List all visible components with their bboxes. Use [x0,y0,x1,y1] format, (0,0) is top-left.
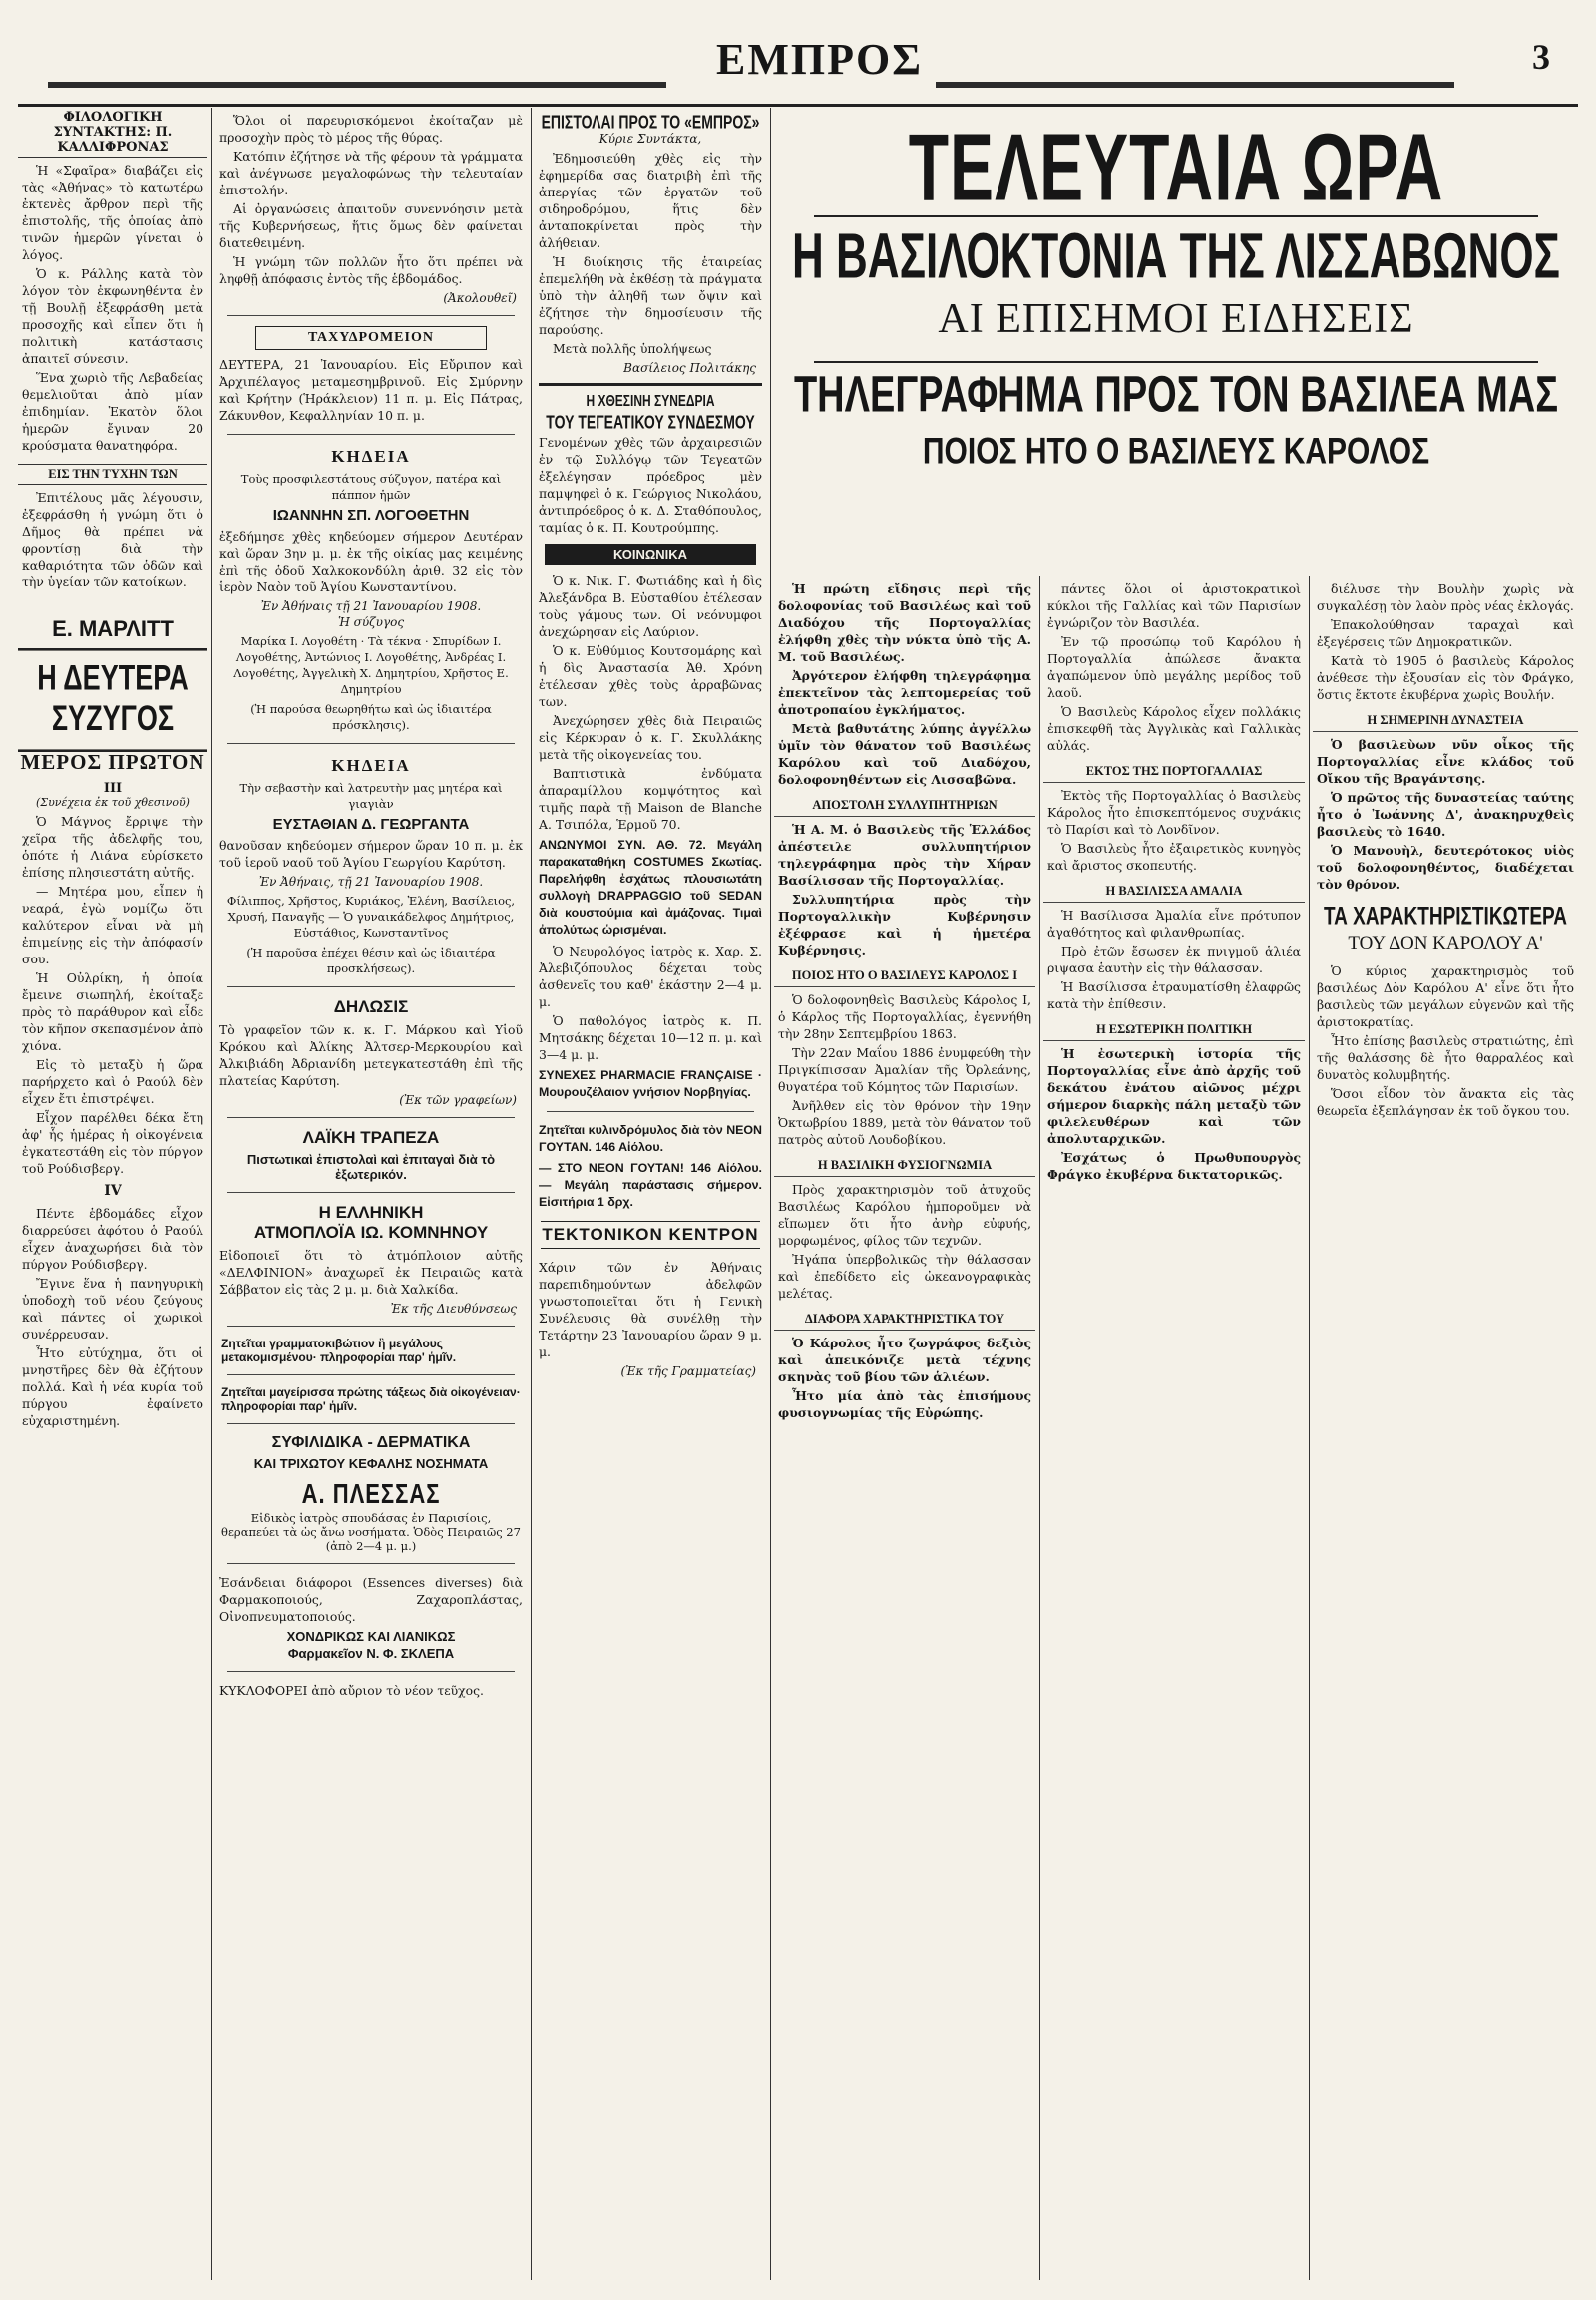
section-subheading: ΤΟΥ ΔΟΝ ΚΑΡΟΛΟΥ Α' [1348,933,1543,954]
paragraph: Κατόπιν ἐζήτησε νὰ τῆς φέρουν τὰ γράμματα καὶ ἀνέγνωσε μεγαλοφώνως τὴν τελευταίαν ἐπιστολήν. [219,149,523,197]
paragraph: Ἡ Βασίλισσα ἐτραυματίσθη ἐλαφρῶς κατὰ τὴν ἐπίθεσιν. [1047,979,1301,1011]
story-columns [774,576,1578,2280]
steamship-text: Εἰδοποιεῖ ὅτι τὸ ἀτμόπλοιον αὐτῆς «ΔΕΛΦΙΝΙΟΝ» ἀναχωρεῖ ἐκ Πειραιῶς κατὰ Σάββατον εἰς τὰς 2 μ. μ. διὰ Χαλκίδα. [219,1248,523,1297]
paragraph: — Μητέρα μου, εἶπεν ἡ νεαρά, ἐγὼ νομίζω ὅτι καλύτερον εἶναι νὰ μὴ ἐπιμείνῃς εἰς τὴν ἀπόφασίν σου. [22,884,203,966]
divider [227,1671,515,1672]
paragraph: Μετὰ πολλῆς ὑπολήψεως [553,341,712,356]
doctor-ad-title: ΣΥΦΙΛΙΔΙΚΑ - ΔΕΡΜΑΤΙΚΑ [271,1434,471,1451]
story-text [778,991,1031,1148]
column-rule [211,108,212,2280]
doctor-name: Α. ΠΛΕΣΣΑΣ [301,1477,441,1509]
chapter-number: III [103,781,123,796]
story-text [1047,1045,1301,1183]
pharmacie-ad: ΣΥΝΕΧΕΣ PHARMACIE FRANÇAISE · Μουρουζέλαιον γνήσιον Νορβηγίας. [539,1068,762,1099]
social-text [539,573,762,833]
paragraph: διέλυσε τὴν Βουλὴν χωρὶς νὰ συγκαλέσῃ τὸν λαὸν πρὸς νέας ἐκλογάς. [1317,581,1574,613]
funeral-intro: Τὴν σεβαστὴν καὶ λατρευτὴν μας μητέρα καὶ γιαγιὰν [239,781,503,811]
paragraph: Αἱ ὀργανώσεις ἀπαιτοῦν συνεννόησιν μετὰ τῆς Κυβερνήσεως, ἥτις ὅμως δὲν φαίνεται διατεθειμένη. [219,201,523,250]
masonic-text: Χάριν τῶν ἐν Ἀθήναις παρεπιδημούντων ἀδελφῶν γνωστοποιεῖται ὅτι ἡ Γενικὴ Συνέλευσις θὰ συνέλθῃ τὴν Τετάρτην 23 Ἰανουαρίου ὥραν 9 μ. μ. [539,1260,762,1359]
paragraph: Ὁ κύριος χαρακτηρισμὸς τοῦ βασιλέως Δὸν Καρόλου Α' εἶνε ὅτι ἦτο βασιλεὺς τῶν μεγάλων εὐγενῶν καὶ τῆς ἀριστοκρατίας. [1317,963,1574,1029]
steamship-subtitle: ΑΤΜΟΠΛΟΪΑ ΙΩ. ΚΟΜΝΗΝΟΥ [253,1223,489,1242]
notice-text: Τὸ γραφεῖον τῶν κ. κ. Γ. Μάρκου καὶ Υἱοῦ Κρόκου καὶ Ἀλίκης Ἀλτσερ-Μερκουρίου καὶ Ἀλκιβιάδη Ἀδριανίδη μετεγκατεστάθη ἐπὶ τῆς πλατείας Καρύτση. [219,1022,523,1088]
paragraph: Συλλυπητήρια πρὸς τὴν Πορτογαλλικὴν Κυβέρνησιν ἐξέφρασε καὶ ἡ ἡμετέρα Κυβέρνησις. [778,892,1031,958]
doctor-text: Εἰδικὸς ἰατρὸς σπουδάσας ἐν Παρισίοις, θεραπεύει τὰ ὡς ἄνω νοσήματα. Ὁδὸς Πειραιῶς 27 (ἀπὸ 2—4 μ. μ.) [221,1511,521,1553]
column-rule [770,108,771,2280]
divider [227,1423,515,1424]
funeral-note: (Ἡ παρούσα θεωρηθήτω καὶ ὡς ἰδιαιτέρα πρόσκλησις). [250,702,492,732]
serial-author: Ε. ΜΑΡΛΙΤΤ [52,616,174,641]
paragraph: Ἡ Οὐλρίκη, ἡ ὁποία ἔμεινε σιωπηλή, ἐκοίταξε πρὸς τὸ παράθυρον καὶ εἶδε τὸν κῆπον σκεπασμένον ἀπὸ χιόνα. [22,970,203,1053]
story-text [1317,580,1574,703]
continued-credit: (Ἀκολουθεῖ) [443,291,517,305]
divider [227,743,515,744]
headline-last-hour: ΤΕΛΕΥΤΑΙΑ ΩΡΑ [908,113,1444,220]
funeral-name: ΙΩΑΝΝΗΝ ΣΠ. ΛΟΓΟΘΕΤΗΝ [272,507,470,524]
letter-signature: Βασίλειος Πολιτάκης [623,361,756,375]
paragraph: Ἡ γνώμη τῶν πολλῶν ἦτο ὅτι πρέπει νὰ ληφθῇ ἀπόφασις ἐντὸς τῆς ἑβδομάδος. [219,254,523,286]
funeral-title: ΚΗΔΕΙΑ [331,447,411,466]
wanted-ad: Ζητεῖται κυλινδρόμυλος διὰ τὸν ΝΕΟΝ ΓΟΥΤΑΝ. 146 Αἰόλου. [539,1123,763,1154]
headline-who-was-carlos: ΠΟΙΟΣ ΗΤΟ Ο ΒΑΣΙΛΕΥΣ ΚΑΡΟΛΟΣ [922,431,1430,473]
bank-title: ΛΑΪΚΗ ΤΡΑΠΕΖΑ [302,1128,440,1147]
headline-official-news: ΑΙ ΕΠΙΣΗΜΟΙ ΕΙΔΗΣΕΙΣ [938,296,1414,342]
paragraph: Ὅλοι οἱ παρευρισκόμενοι ἐκοίταζαν μὲ προσοχὴν πρὸς τὸ μέρος τῆς θύρας. [219,113,523,145]
funeral-title: ΚΗΔΕΙΑ [331,756,411,775]
paragraph: Κατὰ τὸ 1905 ὁ βασιλεὺς Κάρολος ἀνέθεσε τὴν ἐξουσίαν εἰς τὸν Φράγκο, ὅστις ἔκτοτε ἐκυβέρνα χωρὶς Βουλήν. [1317,653,1574,702]
section-heading: Η ΕΣΩΤΕΡΙΚΗ ΠΟΛΙΤΙΚΗ [1043,1022,1305,1041]
article-text [22,489,203,590]
paragraph: Ἐν τῷ προσώπῳ τοῦ Καρόλου ἡ Πορτογαλλία ἀπώλεσε ἄνακτα ἀγαπώμενον ὑπὸ μεγάλης μερίδος τοῦ λαοῦ. [1047,634,1301,700]
paragraph: Πέντε ἑβδομάδες εἶχον διαρρεύσει ἀφότου ὁ Ραούλ εἶχεν ἀναχωρήσει διὰ τὸν πύργον Ρούδισβεργ. [22,1206,203,1272]
paragraph: Ἀνῆλθεν εἰς τὸν θρόνον τὴν 19ην Ὀκτωβρίου 1889, μετὰ τὸν θάνατον τοῦ πατρὸς αὐτοῦ Λουδοβίκου. [778,1098,1031,1147]
doctors-text [539,943,762,1063]
column-kicker: ΦΙΛΟΛΟΓΙΚΗ ΣΥΝΤΑΚΤΗΣ: Π. ΚΑΛΛΙΦΡΟΝΑΣ [18,110,207,158]
paragraph: Ἦτο ἐπίσης βασιλεὺς στρατιώτης, ἐπὶ τῆς θαλάσσης δὲ ἦτο θαρραλέος καὶ δυνατὸς κολυμβητής. [1317,1033,1574,1082]
paragraph: Ἠγάπα ὑπερβολικῶς τὴν θάλασσαν καὶ ἐπεδίδετο εἰς ὠκεανογραφικὰς μελέτας. [778,1252,1031,1301]
paragraph: πάντες ὅλοι οἱ ἀριστοκρατικοὶ κύκλοι τῆς Γαλλίας καὶ τῶν Παρισίων ἐγνώριζον τὸν Βασιλέα. [1047,581,1301,630]
funeral-date: Ἐν Ἀθήναις, τῇ 21 Ἰανουαρίου 1908. [258,875,484,889]
section-heading: Η ΒΑΣΙΛΙΚΗ ΦΥΣΙΟΓΝΩΜΙΑ [774,1158,1035,1177]
paragraph: Ἦτο μία ἀπὸ τὰς ἐπισήμους φυσιογνωμίας τῆς Εὐρώπης. [778,1388,1031,1420]
notice-title: ΔΗΛΩΣΙΣ [333,997,409,1016]
funeral-text: ἐξεδήμησε χθὲς κηδεύομεν σήμερον Δευτέραν καὶ ὥραν 3ην μ. μ. ἐκ τῆς οἰκίας μας κειμένης ἐπὶ τῆς ὁδοῦ Χαλκοκονδύλη ἀριθ. 32 εἰς τὸν ἱερὸν Ναὸν τοῦ Ἁγίου Κωνσταντίνου. [219,529,523,594]
paragraph: Ἕνα χωριὸ τῆς Λεβαδείας θεμελιοῦται ἀπὸ μίαν ἐπιδημίαν. Ἑκατὸν ὅλοι ἡμερῶν ἔγιναν 20 κρούσματα θανατηφόρα. [22,370,203,453]
story-text [1047,580,1301,754]
section-heading: ΑΠΟΣΤΟΛΗ ΣΥΛΛΥΠΗΤΗΡΙΩΝ [774,798,1035,817]
post-title: ΤΑΧΥΔΡΟΜΕΙΟΝ [255,326,487,350]
paragraph: Ἡ πρώτη εἴδησις περὶ τῆς δολοφονίας τοῦ Βασιλέως καὶ τοῦ Διαδόχου τῆς Πορτογαλλίας ἐλήφθη χθὲς τὴν νύκτα ὑπὸ τῆς Α. Μ. τοῦ Βασιλέως. [778,581,1031,664]
anonymous-ad: ΑΝΩΝΥΜΟΙ ΣΥΝ. ΑΘ. 72. Μεγάλη παρακαταθήκη COSTUMES Σκωτίας. Παρελήφθη ἐσχάτως πλουσιωτάτη συλλογὴ DRAPPAGGIO τοῦ SEDAN διὰ κουστούμια καὶ ἀμάζονας. Τιμαὶ ἀπολύτως ὡρισμέναι. [539,838,762,937]
story-column-1 [774,576,1035,2280]
funeral-date: Ἐν Ἀθήναις τῇ 21 Ἰανουαρίου 1908. [260,599,482,613]
paragraph: Ἐσχάτως ὁ Πρωθυπουργὸς Φράγκο ἐκυβέρνα δικτατορικῶς. [1047,1150,1301,1182]
masthead [18,28,1578,98]
paragraph: Ὁ Βασιλεὺς ἦτο ἐξαιρετικὸς κυνηγὸς καὶ ἄριστος σκοπευτής. [1047,841,1301,873]
pharmacy-name: ΧΟΝΔΡΙΚΩΣ ΚΑΙ ΛΙΑΝΙΚΩΣ [286,1629,456,1644]
divider [227,315,515,316]
cinema-ad: — ΣΤΟ ΝΕΟΝ ΓΟΥΤΑΝ! 146 Αἰόλου. — Μεγάλη παράστασις σήμερον. Εἰσιτήρια 1 δρχ. [539,1161,762,1209]
serial-continuation [219,112,523,287]
story-text [1047,907,1301,1012]
story-text [778,821,1031,958]
paragraph: Τὴν 22αν Μαΐου 1886 ἐνυμφεύθη τὴν Πριγκίπισσαν Ἀμαλίαν τῆς Ὀρλεάνης, θυγατέρα τοῦ Κόμητος τῶν Παρισίων. [778,1045,1031,1094]
column-rule [1309,576,1310,2280]
doctor-ad-subtitle: ΚΑΙ ΤΡΙΧΩΤΟΥ ΚΕΦΑΛΗΣ ΝΟΣΗΜΑΤΑ [253,1456,489,1471]
funeral-text: θανοῦσαν κηδεύομεν σήμερον ὥραν 10 π. μ. ἐκ τοῦ ἱεροῦ ναοῦ τοῦ Ἁγίου Γεωργίου Καρύτση. [219,838,523,870]
funeral-signers-label: Ἡ σύζυγος [337,615,405,629]
notice-credit: (Ἐκ τῶν γραφείων) [399,1093,517,1107]
section-heading: ΠΟΙΟΣ ΗΤΟ Ο ΒΑΣΙΛΕΥΣ ΚΑΡΟΛΟΣ Ι [774,968,1035,987]
paragraph: Ἀργότερον ἐλήφθη τηλεγράφημα ἐπεκτεῖνον τὰς λεπτομερείας τοῦ ἀποτροπαίου ἐγκλήματος. [778,668,1031,717]
section-heading: Η ΣΗΜΕΡΙΝΗ ΔΥΝΑΣΤΕΙΑ [1313,713,1578,732]
paragraph: Ἐπιτέλους μᾶς λέγουσιν, ἐξεφράσθη ἡ γνώμη ὅτι ὁ Δῆμος θὰ πρέπει νὰ φροντίσῃ διὰ τὴν καθαριότητα τῶν ὁδῶν καὶ τὴν ὑγείαν τῶν κατοίκων. [22,490,203,589]
section-heading: Η ΒΑΣΙΛΙΣΣΑ ΑΜΑΛΙΑ [1043,884,1305,903]
masthead-rule-right [936,82,1454,88]
paragraph: Ἡ «Σφαῖρα» διαβάζει εἰς τὰς «Ἀθήνας» τὸ κατωτέρω ἐκτενὲς ἄρθρον περὶ τῆς ἐπιστολῆς, τῆς ὁποίας ἀπὸ τινῶν ἡμερῶν γίνεται ὁ λόγος. [22,163,203,262]
paragraph: Εἰς τὸ μεταξὺ ἡ ὥρα παρήρχετο καὶ ὁ Ραούλ δὲν εἶχεν ἔτι ἐπιστρέψει. [22,1057,203,1106]
section-heading: ΔΙΑΦΟΡΑ ΧΑΡΑΚΤΗΡΙΣΤΙΚΑ ΤΟΥ [774,1312,1035,1331]
divider [227,1563,515,1564]
social-title: ΚΟΙΝΩΝΙΚΑ [545,544,756,565]
funeral-signers: Φίλιππος, Χρῆστος, Κυριάκος, Ἑλένη, Βασίλειος, Χρυσή, Παναγῆς — Ὁ γυναικάδελφος Δημήτριος, Εὐστάθιος, Κωνσταντῖνος [226,894,516,940]
serial-part: ΜΕΡΟΣ ΠΡΩΤΟΝ [20,750,205,774]
pharmacy-text: Ἐσάνδειαι διάφοροι (Essences diverses) διὰ Φαρμακοποιούς, Ζαχαροπλάστας, Οἰνοπνευματοποιούς. [219,1575,523,1624]
divider [227,1326,515,1327]
paragraph: Ἀνεχώρησεν χθὲς διὰ Πειραιῶς εἰς Κέρκυραν ὁ κ. Γ. Σκυλλάκης μετὰ τῆς οἰκογενείας του. [539,713,762,762]
paragraph: Μετὰ βαθυτάτης λύπης ἀγγέλλω ὑμῖν τὸν θάνατον τοῦ Βασιλέως Καρόλου καὶ τοῦ Διαδόχου, δολοφονηθέντων εἰς Λισσαβῶνα. [778,721,1031,787]
paragraph: Ἔγινε ἕνα ἡ πανηγυρικὴ ὑποδοχὴ τοῦ νέου ζεύγους καὶ πάντες οἱ χωρικοὶ συνέρρευσαν. [22,1276,203,1342]
continued-note: (Συνέχεια ἐκ τοῦ χθεσινοῦ) [36,796,190,809]
funeral-signers: Μαρίκα Ι. Λογοθέτη · Τὰ τέκνα · Σπυρίδων Ι. Λογοθέτης, Ἀντώνιος Ι. Λογοθέτης, Ἀνδρέας Ι. Λογοθέτης, Ἀγγελικὴ Χ. Δημητρίου, Χρῆστος Ε. Δημητρίου [233,634,509,696]
paragraph: Ὅσοι εἶδον τὸν ἄνακτα εἰς τὰς θεωρεῖα ἐξεπλάγησαν ἐκ τοῦ ὄγκου του. [1317,1086,1574,1118]
paragraph: Ὁ Βασιλεὺς Κάρολος εἶχεν πολλάκις ἐπισκεφθῆ τὰς Ἀγγλικὰς καὶ Γαλλικὰς αὐλάς. [1047,704,1301,753]
funeral-intro: Τοὺς προσφιλεστάτους σύζυγον, πατέρα καὶ πάππον ἡμῶν [240,472,502,502]
paragraph: Ἡ ἐσωτερικὴ ἱστορία τῆς Πορτογαλλίας εἶνε ἀπὸ ἀρχῆς τοῦ δεκάτου ἐνάτου αἰῶνος μέχρι σήμερον διαρκὴς πάλη μεταξὺ τῶν φιλελευθέρων καὶ τῶν ἀπολυταρχικῶν. [1047,1046,1301,1146]
paragraph: Ὁ κ. Ράλλης κατὰ τὸν λόγον τὸν ἐκφωνηθέντα ἐν τῇ Βουλῇ ἐξεφράσθη μετὰ προσοχῆς καὶ εἶπεν ὅτι ἡ πολιτικὴ κατάστασις ἀπαιτεῖ σύνεσιν. [22,266,203,366]
paragraph: Ὁ Νευρολόγος ἰατρὸς κ. Χαρ. Σ. Ἀλεβιζόπουλος δέχεται τοὺς ἀσθενεῖς του καθ' ἑκάστην 2—4 μ. μ. [539,944,762,1009]
divider [227,434,515,435]
chapter-number: IV [104,1183,122,1199]
paragraph: Πρὸς χαρακτηρισμὸν τοῦ ἀτυχοῦς Βασιλέως Καρόλου ἡμποροῦμεν νὰ εἴπωμεν ὅτι ἦτο ἀνὴρ εὐφυής, μορφωμένος, φίλος τῶν τεχνῶν. [778,1182,1031,1248]
story-column-3 [1313,576,1578,2280]
story-text [778,580,1031,788]
paragraph: Βαπτιστικὰ ἐνδύματα ἀπαραμίλλου κομψότητος καὶ τιμῆς παρὰ τῇ Maison de Blanche Α. Τσιπόλα, Ἑρμοῦ 70. [539,766,762,832]
page-number: 3 [1532,37,1550,77]
paragraph: Ὁ πρῶτος τῆς δυναστείας ταύτης ἦτο ὁ Ἰωάννης Δ', ἀνακηρυχθεὶς βασιλεὺς τὸ 1640. [1317,790,1574,839]
post-text: ΔΕΥΤΕΡΑ, 21 Ἰανουαρίου. Εἰς Εὔριπον καὶ Ἀρχιπέλαγος μεταμεσημβρινοῦ. Εἰς Σμύρνην καὶ Κρήτην (Ἡράκλειον) 11 π. μ. Εἰς Πάτρας, Ζάκυνθον, Κεφαλληνίαν 10 π. μ. [219,357,523,423]
article-text [22,162,203,454]
divider [227,1117,515,1118]
masonic-title: ΤΕΚΤΟΝΙΚΟΝ ΚΕΝΤΡΟΝ [541,1221,760,1249]
section-heading: ΕΚΤΟΣ ΤΗΣ ΠΟΡΤΟΓΑΛΛΙΑΣ [1043,764,1305,783]
column-rule [531,108,532,2280]
column-rule [1039,576,1040,2280]
masthead-rule [18,104,1578,107]
paragraph: Ὁ κ. Νικ. Γ. Φωτιάδης καὶ ἡ δὶς Ἀλεξάνδρα Β. Εὐσταθίου ἐτέλεσαν τοὺς γάμους των. Οἱ νεόνυμφοι ἀνεχώρησαν εἰς Λαύριον. [539,574,762,639]
masthead-rule-left [48,82,666,88]
bottom-notice: ΚΥΚΛΟΦΟΡΕΙ ἀπὸ αὔριον τὸ νέον τεῦχος. [219,1683,485,1698]
paragraph: Ἦτο εὐτύχημα, ὅτι οἱ μνηστῆρες δὲν θὰ ἐζήτουν πολλά. Καὶ ἡ νέα κυρία τοῦ πύργου ἐφαίνετο εὐχαριστημένη. [22,1345,203,1428]
paragraph: Ἐκτὸς τῆς Πορτογαλλίας ὁ Βασιλεὺς Κάρολος ἦτο ἐπισκεπτόμενος συχνάκις τὸ Παρίσι καὶ τὸ Λονδῖνον. [1047,788,1301,837]
paragraph: Πρὸ ἐτῶν ἔσωσεν ἐκ πνιγμοῦ ἁλιέα ριψασα ἑαυτὴν εἰς τὴν θάλασσαν. [1047,944,1301,975]
boxed-line: ΕΙΣ ΤΗΝ ΤΥΧΗΝ ΤΩΝ [18,464,207,485]
letter-text [539,150,762,357]
divider [227,1192,515,1193]
paragraph: Ὁ κ. Εὐθύμιος Κουτσομάρης καὶ ἡ δὶς Ἀναστασία Ἀθ. Χρόνη ἐτέλεσαν χθὲς τοὺς ἀρραβῶνας των. [539,643,762,709]
divider [227,986,515,987]
paragraph: Ὁ βασιλεὺων νῦν οἶκος τῆς Πορτογαλλίας εἶνε κλάδος τοῦ Οἴκου τῆς Βραγάντσης. [1317,737,1574,786]
serial-title: Η ΔΕΥΤΕΡΑ ΣΥΖΥΓΟΣ [18,648,207,752]
story-text [778,1181,1031,1302]
paragraph: Ὁ δολοφονηθεὶς Βασιλεὺς Κάρολος Ι, ὁ Κάρλος τῆς Πορτογαλλίας, ἐγεννήθη τὴν 28ην Σεπτεμβρίου 1863. [778,992,1031,1041]
paragraph: Ἐπακολούθησαν ταραχαὶ καὶ ἐξεγέρσεις τῶν Δημοκρατικῶν. [1317,617,1574,649]
divider [814,361,1538,363]
serial-text [22,1205,203,1429]
funeral-name: ΕΥΣΤΑΘΙΑΝ Δ. ΓΕΩΡΓΑΝΤΑ [272,816,470,833]
story-text [1317,962,1574,1119]
paragraph: Ἡ Α. Μ. ὁ Βασιλεὺς τῆς Ἑλλάδος ἀπέστειλε συλλυπητήριον τηλεγράφημα πρὸς τὴν Χήραν Βασίλισσαν τῆς Πορτογαλλίας. [778,822,1031,888]
paragraph: Ἡ Βασίλισσα Ἀμαλία εἶνε πρότυπον ἀγαθότητος καὶ φιλανθρωπίας. [1047,908,1301,940]
wanted-ad: Ζητεῖται γραμματοκιβώτιον ἢ μεγάλους μετακομισμένου· πληροφορίαι παρ' ἡμῖν. [221,1337,457,1364]
meeting-text: Γενομένων χθὲς τῶν ἀρχαιρεσιῶν ἐν τῷ Συλλόγῳ τῶν Τεγεατῶν ἐξελέγησαν πρόεδρος μὲν παμψηφεὶ ὁ κ. Γεώργιος Νικολάου, ἀντιπρόεδρος ὁ κ. Δ. Σταθόπουλος, ταμίας ὁ κ. Π. Κουτρούμπης. [539,435,762,535]
meeting-title: Η ΧΘΕΣΙΝΗ ΣΥΝΕΔΡΙΑ [586,391,715,411]
column-4-main-story [774,108,1578,2280]
serial-text [22,813,203,1177]
headline-telegram: ΤΗΛΕΓΡΑΦΗΜΑ ΠΡΟΣ ΤΟΝ ΒΑΣΙΛΕΑ ΜΑΣ [793,367,1559,424]
bank-subtitle: Πιστωτικαὶ ἐπιστολαὶ καὶ ἐπιταγαὶ διὰ τὸ ἐξωτερικόν. [246,1152,496,1182]
steamship-credit: Ἐκ τῆς Διευθύνσεως [390,1302,517,1316]
story-text [778,1335,1031,1421]
funeral-note: (Ἡ παροῦσα ἐπέχει θέσιν καὶ ὡς ἰδιαιτέρα προσκλήσεως). [246,946,496,975]
paragraph: Ἐδημοσιεύθη χθὲς εἰς τὴν ἐφημερίδα σας διατριβὴ ἐπὶ τῆς ἀπεργίας τῶν ἐργατῶν τοῦ σιδηροδρόμου, ἥτις δὲν ἀνταποκρίνεται πρὸς τὴν ἀλήθειαν. [539,151,762,250]
paragraph: Ὁ Κάρολος ἦτο ζωγράφος δεξιὸς καὶ ἀπεικόνιζε μετὰ τέχνης σκηνὰς τοῦ βίου τῶν ἁλιέων. [778,1336,1031,1384]
paragraph: Ἡ διοίκησις τῆς ἑταιρείας ἐπεμελήθη νὰ ἐκθέσῃ τὰ πράγματα ὑπὸ τὴν ἀληθῆ των ὄψιν καὶ ἐζήτησε τὴν δημοσίευσιν τῆς παρούσης. [539,254,762,337]
paragraph: Ὁ παθολόγος ἰατρὸς κ. Π. Μητσάκης δέχεται 10—12 π. μ. καὶ 3—4 μ. μ. [539,1013,762,1062]
divider [539,383,762,386]
masthead-title: ΕΜΠΡΟΣ [716,35,923,84]
story-text [1047,787,1301,874]
letter-salutation: Κύριε Συντάκτα, [598,132,702,146]
meeting-subtitle: ΤΟΥ ΤΕΓΕΑΤΙΚΟΥ ΣΥΝΔΕΣΜΟΥ [546,411,755,433]
paragraph: Ὁ Μανουὴλ, δευτερότοκος υἱὸς τοῦ δολοφονηθέντος, διαδέχεται τὸν θρόνον. [1317,843,1574,892]
section-heading: ΤΑ ΧΑΡΑΚΤΗΡΙΣΤΙΚΩΤΕΡΑ [1323,903,1568,931]
divider [547,1111,754,1112]
paragraph: Εἶχον παρέλθει δέκα ἔτη ἀφ' ἧς ἡμέρας ἡ οἰκογένεια ἐγκατεστάθη εἰς τὸν πύργον τοῦ Ρούδισβεργ. [22,1110,203,1176]
pharmacy-address: Φαρμακεῖον Ν. Φ. ΣΚΛΕΠΑ [287,1646,455,1661]
masonic-credit: (Ἐκ τῆς Γραμματείας) [620,1364,756,1378]
story-text [1317,736,1574,893]
paragraph: Ὁ Μάγνος ἔρριψε τὴν χεῖρα τῆς ἀδελφῆς του, ὁπότε ἡ Λιάνα εὑρίσκετο ἐπίσης πλησιεστάτη αὐτῆς. [22,814,203,880]
story-column-2 [1043,576,1305,2280]
column-3 [535,108,766,2280]
column-2 [215,108,527,2280]
letters-title: ΕΠΙΣΤΟΛΑΙ ΠΡΟΣ ΤΟ «ΕΜΠΡΟΣ» [541,111,760,133]
wanted-ad: Ζητεῖται μαγείρισσα πρώτης τάξεως διὰ οἰκογένειαν· πληροφορίαι παρ' ἡμῖν. [221,1385,521,1413]
divider [227,1374,515,1375]
column-1 [18,108,207,2280]
steamship-title: Η ΕΛΛΗΝΙΚΗ [318,1203,424,1222]
headline-regicide: Η ΒΑΣΙΛΟΚΤΟΝΙΑ ΤΗΣ ΛΙΣΣΑΒΩΝΟΣ [792,221,1560,293]
